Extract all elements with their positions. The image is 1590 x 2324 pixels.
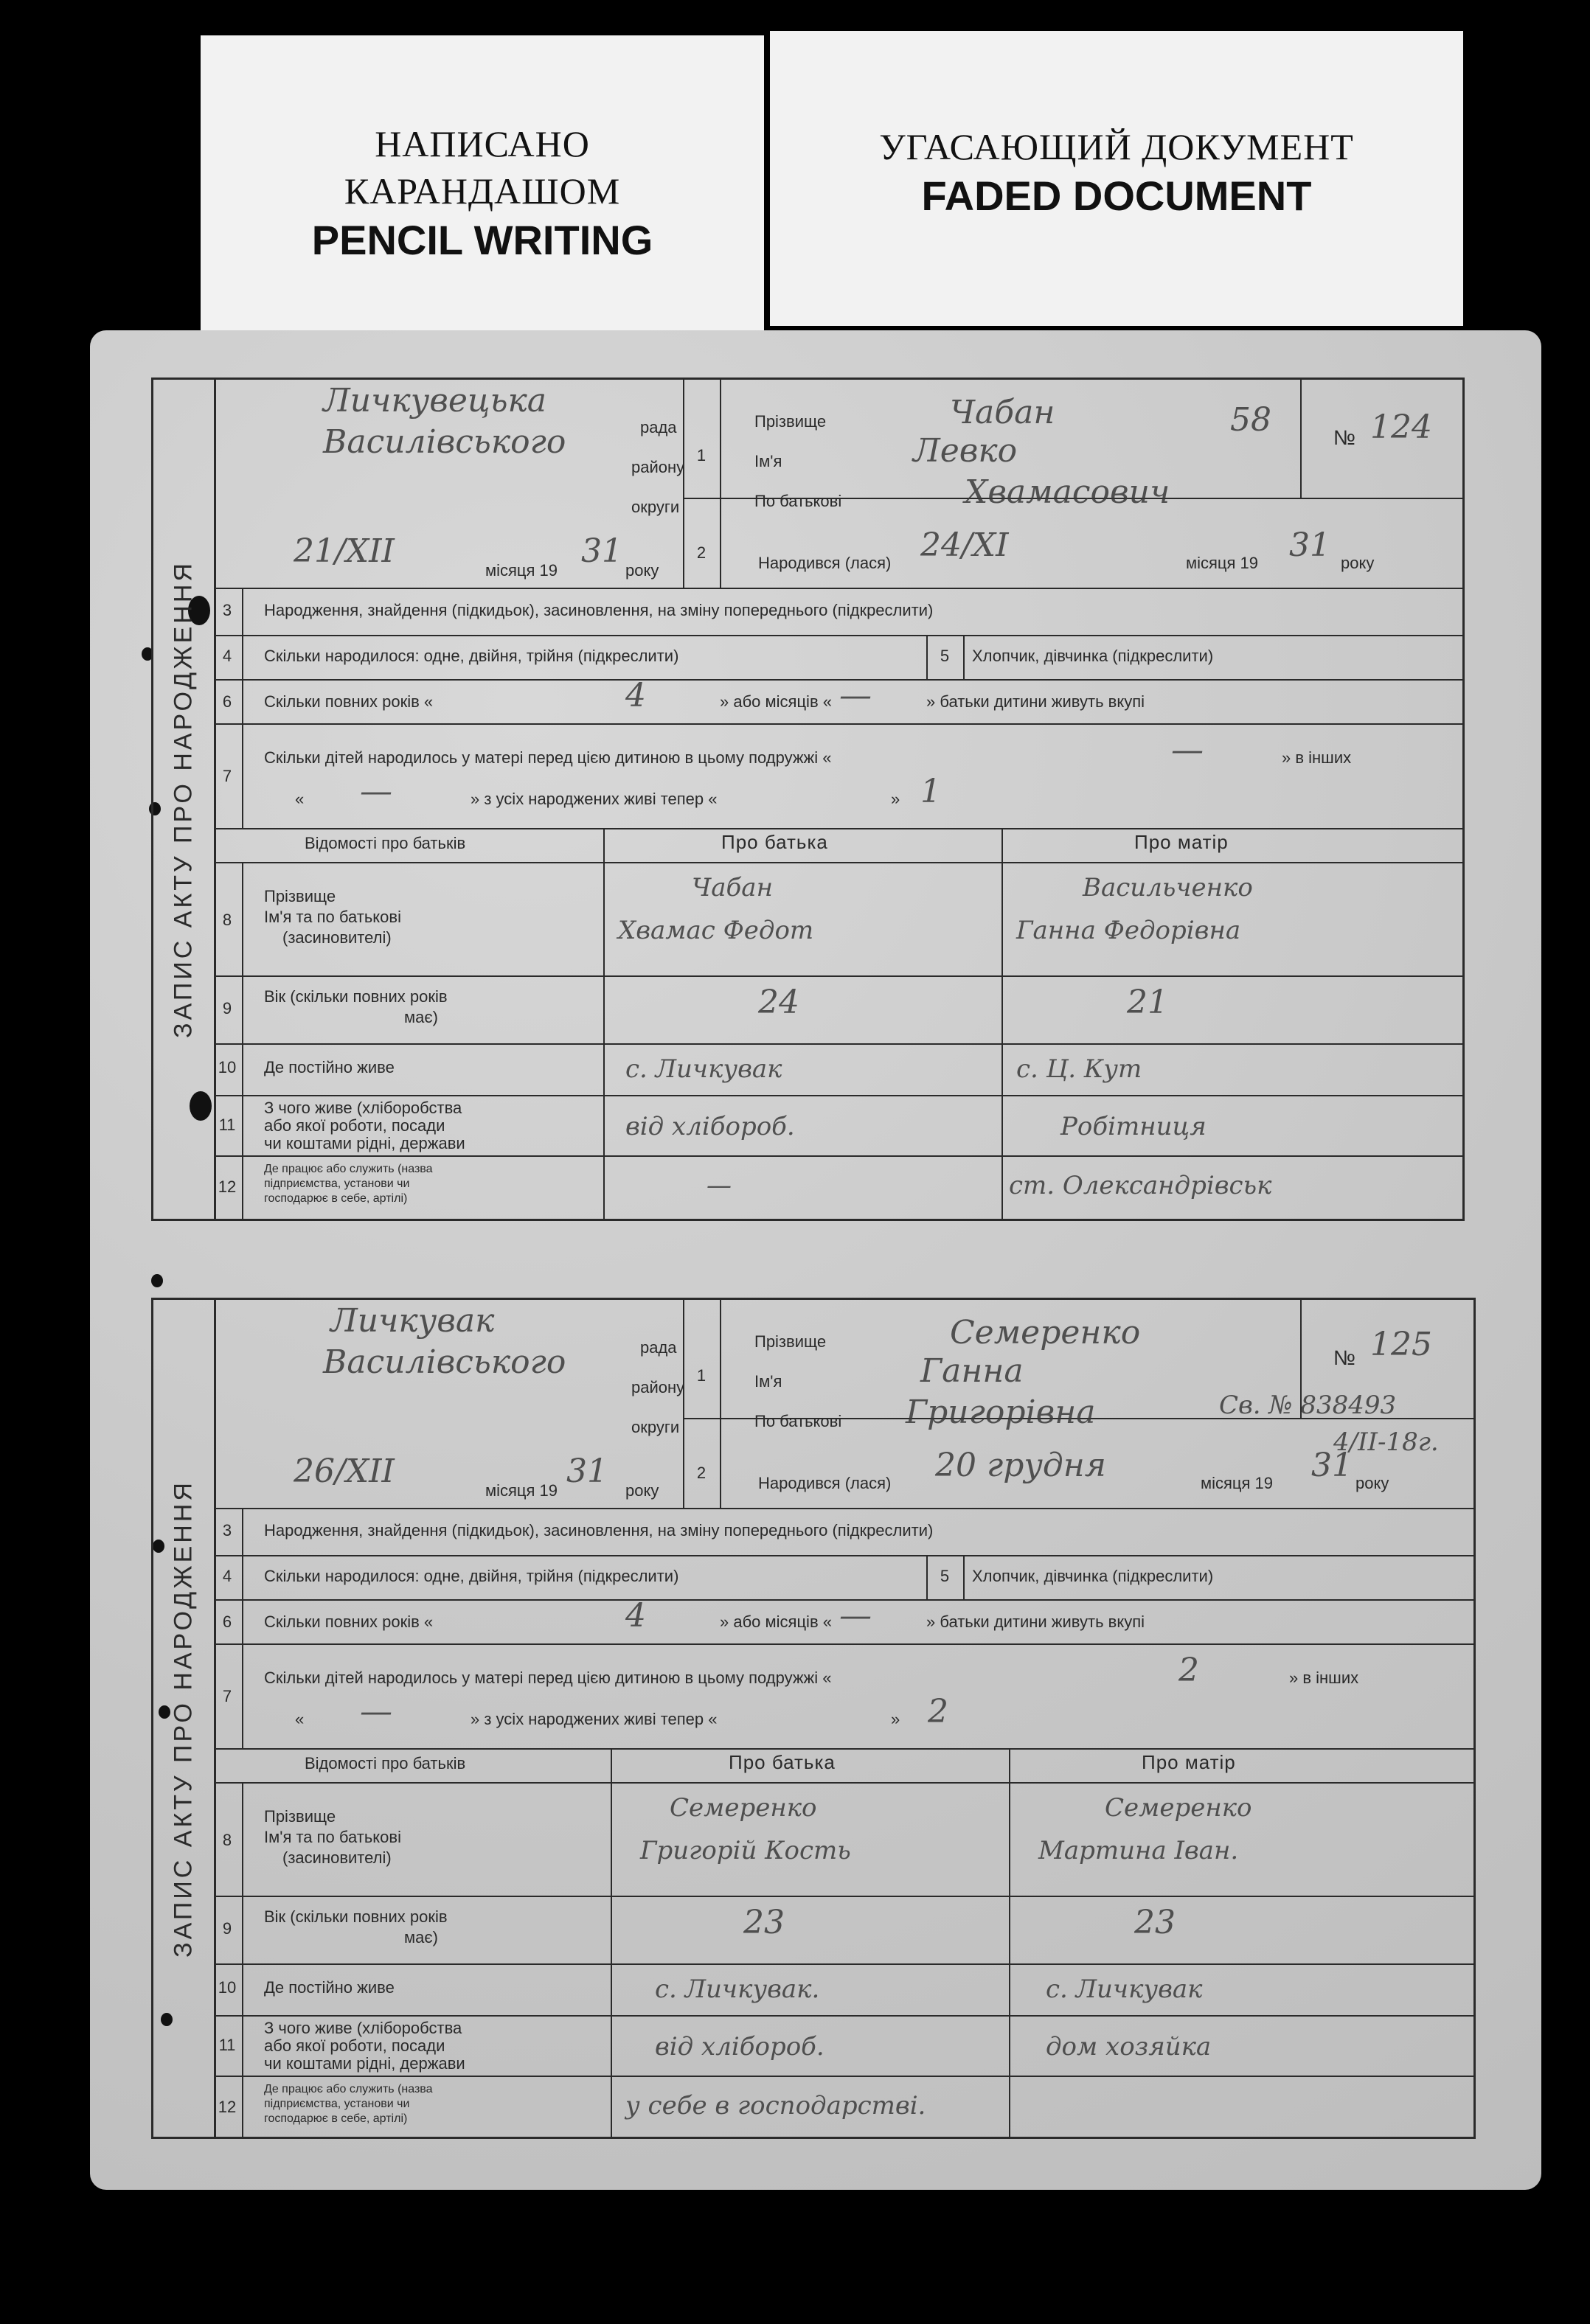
father-work: — [707,1171,732,1200]
father-work: у себе в господарстві. [625,2091,926,2121]
pencil-writing-label [201,35,764,338]
margin-note-certificate: Св. № 838493 [1219,1391,1397,1420]
handwritten-name: Ганна [920,1352,1024,1390]
handwritten-raion: Василівського [323,423,566,461]
record-number: 124 [1370,408,1432,446]
mother-residence: с. Ц. Кут [1016,1054,1142,1084]
handwritten-rada: Личкувак [330,1302,495,1340]
record-number: 125 [1370,1326,1432,1363]
mother-surname: Семеренко [1105,1793,1252,1823]
handwritten-years-together: 4 [625,1597,646,1635]
punch-hole [151,1274,163,1287]
handwritten-children-before: 2 [1178,1652,1199,1689]
handwritten-children-other: — [360,773,392,810]
father-occupation: від хлібороб. [655,2032,824,2062]
handwritten-children-alive: 2 [928,1693,948,1730]
handwritten-birth-year: 31 [1311,1447,1353,1484]
faded-document-label [770,31,1463,326]
handwritten-children-before: — [1171,731,1204,769]
father-residence: с. Личкувак. [655,1975,820,2004]
handwritten-months-together: — [839,1597,872,1635]
father-name: Хвамас Федот [618,916,814,945]
birth-record-form-1: ЗАПИС АКТУ ПРО НАРОДЖЕННЯ рада району округи місяця 19 року 1 2 Прізвище Ім'я По батькові Народився (лася) місяця 19 року № 3 Народження, знайдення (підкидьок), засиновлення, на зміну попереднього (підкреслити) 4 Скільки народилося: одне, двійня, трійня (підкреслити) 5 Хлопчик, дівчинка (підкреслити) 6 Скільки повних років « » або місяців « » батьки дитини живуть вкупі 7 Скільки дітей народилось у матері перед цією дитиною в цьому подружжі « » в інших « » з усіх народжених живі тепер « » Відомості про батьків Про батька Про матір 8 Прізвище Ім'я та по батькові (засиновителі) 9 Вік (скільки повних років має) 10 Де постійно живе 11 З чого живе (хліборобства або якої роботи, посади чи коштами рідні, держави 12 Де працює або служить (назва підприємства, установи чи господарює в себе, артілі) Личкувецька Василівського 21/XII 31 58 124 Чабан Левко Хвамасович 24/XI 31 4 — — — 1 Чабан Хвамас Федот Васильченко Ганна Федорівна 24 21 с. Личкувак с. Ц. Кут від хлібороб. Робітниця — ст. Олександрівськ [151,378,1465,1221]
handwritten-rada: Личкувецька [323,382,547,420]
father-residence: с. Личкувак [625,1054,782,1084]
handwritten-years-together: 4 [625,677,646,714]
form-side-title: ЗАПИС АКТУ ПРО НАРОДЖЕННЯ [153,380,216,1219]
father-surname: Семеренко [670,1793,817,1823]
father-surname: Чабан [692,873,773,902]
handwritten-surname: Чабан [950,394,1055,431]
father-occupation: від хлібороб. [625,1112,795,1141]
mother-occupation: дом хозяйка [1046,2032,1212,2062]
birth-record-form-2: ЗАПИС АКТУ ПРО НАРОДЖЕННЯ рада району округи місяця 19 року 1 2 Прізвище Ім'я По батькові Народився (лася) місяця 19 року № 3 Народження, знайдення (підкидьок), засиновлення, на зміну попереднього (підкреслити) 4 Скільки народилося: одне, двійня, трійня (підкреслити) 5 Хлопчик, дівчинка (підкреслити) 6 Скільки повних років « » або місяців « » батьки дитини живуть вкупі 7 Скільки дітей народилось у матері перед цією дитиною в цьому подружжі « » в інших « » з усіх народжених живі тепер « » Відомості про батьків Про батька Про матір 8 Прізвище Ім'я та по батькові (засиновителі) 9 Вік (скільки повних років має) 10 Де постійно живе 11 З чого живе (хліборобства або якої роботи, посади чи коштами рідні, держави 12 Де працює або служить (назва підприємства, установи чи господарює в себе, артілі) Личкувак Василівського 26/XII 31 125 Св. № 838493 4/II-18г. Семеренко Ганна Григорівна 20 грудня 31 4 — 2 — 2 Семеренко Григорій Кость Семеренко Мартина Іван. 23 23 с. Личкувак. с. Личкувак від хлібороб. дом хозяйка у себе в господарстві. [151,1298,1476,2139]
handwritten-patronymic: Григорівна [906,1394,1096,1431]
handwritten-children-alive: 1 [920,773,941,810]
handwritten-date: 21/XII [294,532,395,570]
pencil-label-ru-1: НАПИСАНО [375,123,590,164]
handwritten-children-other: — [360,1693,392,1730]
handwritten-stamp: 58 [1230,401,1271,439]
mother-occupation: Робітниця [1060,1112,1207,1141]
pencil-label-en: PENCIL WRITING [311,217,653,263]
handwritten-patronymic: Хвамасович [965,473,1170,511]
mother-residence: с. Личкувак [1046,1975,1203,2004]
mother-surname: Васильченко [1083,873,1253,902]
handwritten-surname: Семеренко [950,1314,1141,1351]
handwritten-year: 31 [581,532,622,570]
handwritten-raion: Василівського [323,1343,566,1381]
handwritten-date: 26/XII [294,1452,395,1490]
handwritten-birth-date: 20 грудня [935,1447,1106,1484]
faded-label-en: FADED DOCUMENT [921,173,1312,219]
mother-name: Ганна Федорівна [1016,916,1241,945]
handwritten-name: Левко [913,432,1018,470]
father-name: Григорій Кость [640,1836,851,1865]
handwritten-birth-year: 31 [1289,526,1330,564]
handwritten-months-together: — [839,677,872,714]
mother-name: Мартина Іван. [1038,1836,1239,1865]
father-age: 24 [758,984,799,1021]
margin-note-date: 4/II-18г. [1333,1427,1439,1457]
mother-work: ст. Олександрівськ [1009,1171,1272,1200]
mother-age: 21 [1127,984,1168,1021]
form-side-title: ЗАПИС АКТУ ПРО НАРОДЖЕННЯ [153,1300,216,2137]
father-age: 23 [743,1904,785,1941]
pencil-label-ru-2: КАРАНДАШОМ [344,170,621,212]
handwritten-year: 31 [566,1452,608,1490]
faded-label-ru: УГАСАЮЩИЙ ДОКУМЕНТ [879,126,1354,167]
handwritten-birth-date: 24/XI [920,526,1009,564]
mother-age: 23 [1134,1904,1176,1941]
